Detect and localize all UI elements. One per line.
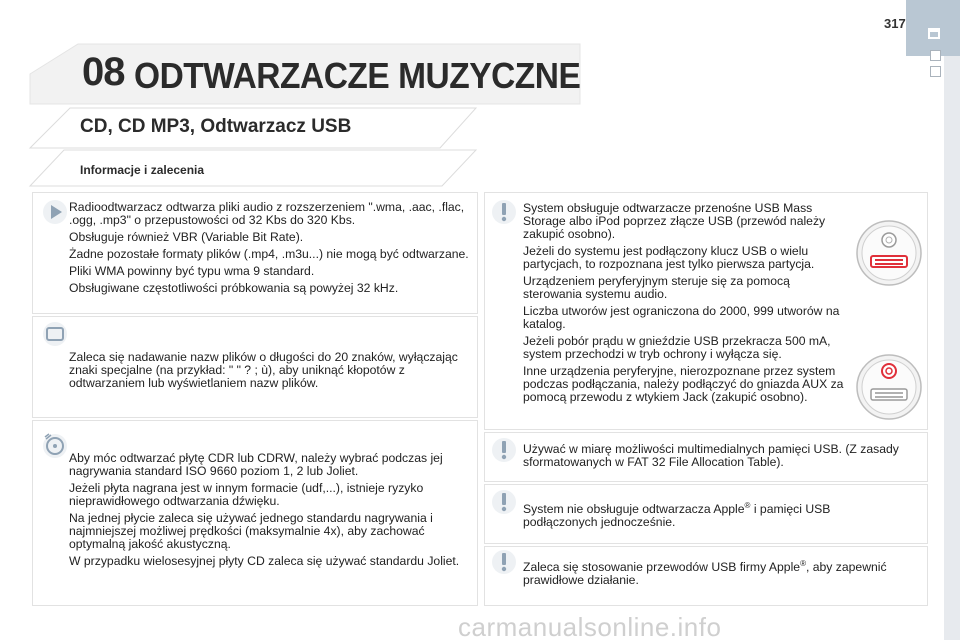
warning-exclamation-icon [491, 489, 517, 515]
paragraph: Jeżeli płyta nagrana jest w innym formacie (udf,...), istnieje ryzyko nieprawidłowego odtwarzania dźwięku. [69, 481, 424, 508]
warning-exclamation-icon [491, 437, 517, 463]
warning-panel-usb-support [484, 192, 928, 430]
warning-panel-apple-cables [484, 546, 928, 606]
page-number: 317 [884, 16, 906, 31]
paragraph: Zaleca się stosowanie przewodów USB firmy Apple®, aby zapewnić prawidłowe działanie. [523, 558, 887, 587]
sidebar-stripe [944, 56, 960, 640]
subsection-title: Informacje i zalecenia [80, 163, 205, 177]
info-panel-file-names [32, 316, 478, 418]
paragraph: System obsługuje odtwarzacze przenośne USB Mass Storage albo iPod poprzez złącze USB (przewód należy zakupić osobno). [523, 201, 826, 241]
paragraph: Radioodtwarzacz odtwarza pliki audio z rozszerzeniem ".wma, .aac, .flac, .ogg, .mp3" o przepustowości od 32 Kbs do 320 Kbs. [69, 200, 465, 227]
paragraph: Używać w miarę możliwości multimedialnych pamięci USB. (Z zasady sformatowanych w FAT 32 File Allocation Table). [523, 442, 899, 469]
play-arrow-icon [42, 199, 68, 225]
paragraph: Inne urządzenia peryferyjne, nierozpoznane przez system podczas podłączania, należy podłączyć do gniazda AUX za pomocą przewodu z wtykiem Jack (zakupić osobno). [523, 364, 844, 404]
chapter-number: 08 [82, 50, 125, 94]
paragraph: System nie obsługuje odtwarzacza Apple® i pamięci USB podłączonych jednocześnie. [523, 500, 831, 529]
paragraph: Aby móc odtwarzać płytę CDR lub CDRW, należy wybrać podczas jej nagrywania standard ISO 9660 poziom 1, 2 lub Joliet. [69, 451, 443, 478]
paragraph: Zaleca się nadawanie nazw plików o długości do 20 znaków, wyłączając znaki specjalne (na przykład: " " ? ; ù), aby uniknąć kłopotów z odtwarzaniem lub wyświetlaniem nazw plików. [69, 350, 458, 390]
paragraph: Jeżeli do systemu jest podłączony klucz USB o wielu partycjach, to rozpoznana jest tylko pierwsza partycja. [523, 244, 815, 271]
paragraph: Na jednej płycie zaleca się używać jednego standardu nagrywania i najmniejszej możliwej prędkości (maksymalnie 4x), aby zachować optymalną jakość akustyczną. [69, 511, 433, 551]
paragraph: Pliki WMA powinny być typu wma 9 standard. [69, 264, 315, 278]
warning-exclamation-icon [491, 199, 517, 225]
warning-exclamation-icon [491, 549, 517, 575]
thumbnail-square-icon [930, 66, 941, 77]
cd-disc-icon [42, 433, 68, 459]
paragraph: Urządzeniem peryferyjnym steruje się za pomocą sterowania systemu audio. [523, 274, 790, 301]
info-panel-audio-formats [32, 192, 478, 314]
thumbnail-square-icon [930, 50, 941, 61]
usb-socket-icon [855, 219, 923, 287]
paragraph: Liczba utworów jest ograniczona do 2000, 999 utworów na katalog. [523, 304, 840, 331]
section-title: CD, CD MP3, Odtwarzacz USB [80, 116, 352, 137]
paragraph: W przypadku wielosesyjnej płyty CD zaleca się używać standardu Joliet. [69, 554, 460, 568]
aux-socket-icon [855, 353, 923, 421]
paragraph: Jeżeli pobór prądu w gnieździe USB przekracza 500 mA, system przechodzi w tryb ochrony i wyłącza się. [523, 334, 831, 361]
paragraph: Obsługiwane częstotliwości próbkowania są powyżej 32 kHz. [69, 281, 399, 295]
page-icon [928, 28, 940, 39]
paragraph: Żadne pozostałe formaty plików (.mp4, .m3u...) nie mogą być odtwarzane. [69, 247, 469, 261]
watermark: carmanualsonline.info [458, 612, 722, 642]
warning-panel-usb-memory [484, 432, 928, 482]
chapter-title: ODTWARZACZE MUZYCZNE [134, 55, 581, 96]
paragraph: Obsługuje również VBR (Variable Bit Rate). [69, 230, 304, 244]
info-panel-cd-recording [32, 420, 478, 606]
screen-icon [42, 321, 68, 347]
warning-panel-apple-usb [484, 484, 928, 544]
